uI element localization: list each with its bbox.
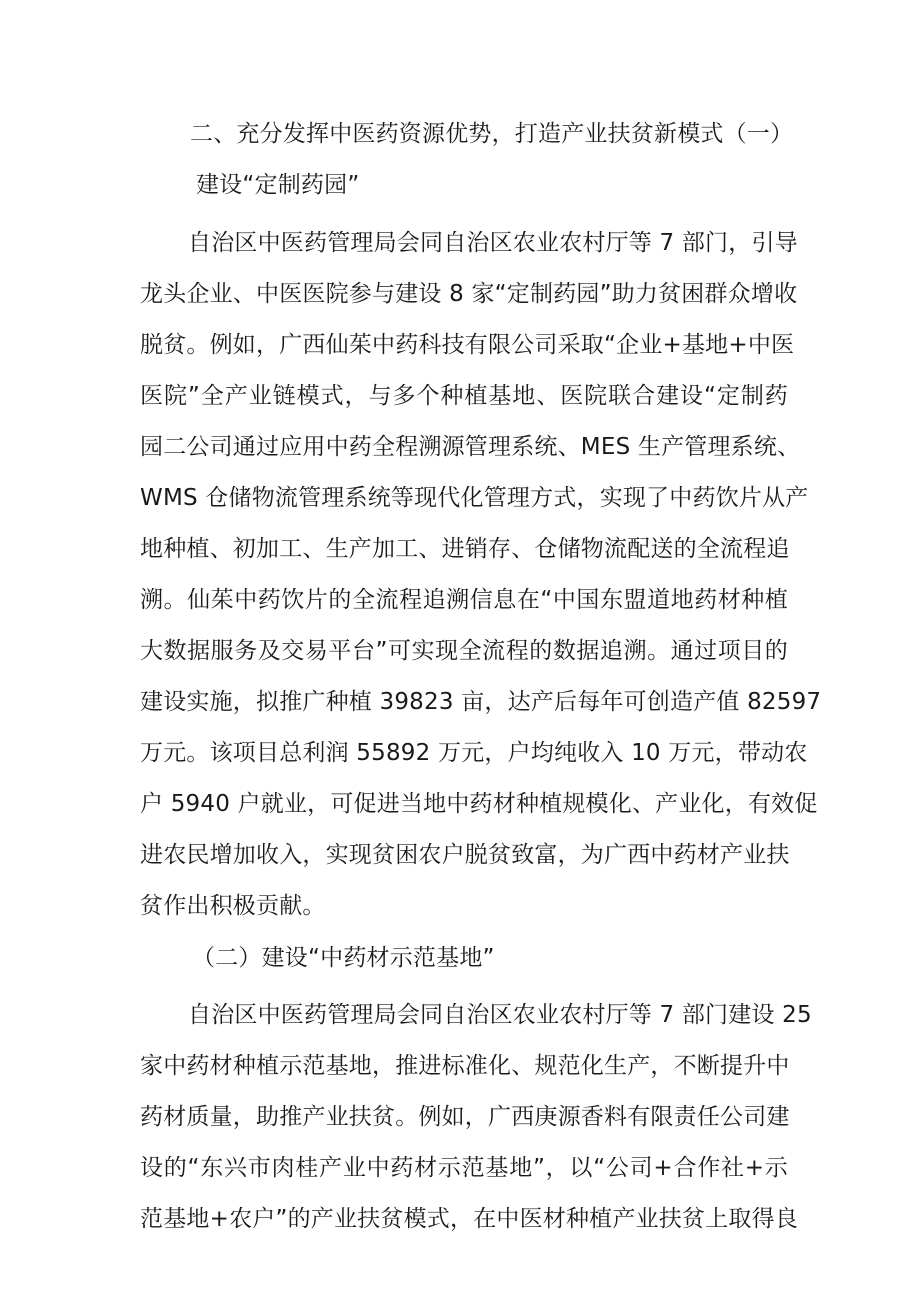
paragraph-1-line: 脱贫。例如，广西仙茱中药科技有限公司采取“企业+基地+中医 [140, 332, 795, 358]
paragraph-1-line: 医院”全产业链模式，与多个种植基地、医院联合建设“定制药 [140, 383, 788, 409]
paragraph-2-line: 家中药材种植示范基地，推进标准化、规范化生产，不断提升中 [140, 1053, 790, 1079]
subsection-heading: （二）建设“中药材示范基地” [192, 945, 495, 971]
section-heading-line-1: 二、充分发挥中医药资源优势，打造产业扶贫新模式（一） [190, 121, 794, 147]
paragraph-1-line: 地种植、初加工、生产加工、进销存、仓储物流配送的全流程追 [140, 536, 790, 562]
paragraph-1-line: 进农民增加收入，实现贫困农户脱贫致富，为广西中药材产业扶 [140, 842, 790, 868]
paragraph-1-line: 户 5940 户就业，可促进当地中药材种植规模化、产业化，有效促 [140, 791, 818, 817]
paragraph-1-line: 龙头企业、中医医院参与建设 8 家“定制药园”助力贫困群众增收 [140, 281, 798, 307]
paragraph-1-line: 贫作出积极贡献。 [140, 893, 326, 919]
paragraph-1-line: 园二公司通过应用中药全程溯源管理系统、MES 生产管理系统、 [140, 434, 801, 460]
section-heading-line-2: 建设“定制药园” [196, 172, 360, 198]
paragraph-2-line: 范基地+农户”的产业扶贫模式，在中医材种植产业扶贫上取得良 [140, 1206, 798, 1232]
paragraph-1-line: 大数据服务及交易平台”可实现全流程的数据追溯。通过项目的 [140, 638, 788, 664]
paragraph-2-line: 设的“东兴市肉桂产业中药材示范基地”，以“公司+合作社+示 [140, 1155, 788, 1181]
paragraph-1-line: WMS 仓储物流管理系统等现代化管理方式，实现了中药饮片从产 [140, 485, 809, 511]
paragraph-1-line: 自治区中医药管理局会同自治区农业农村厅等 7 部门，引导 [188, 230, 798, 256]
paragraph-1-line: 万元。该项目总利润 55892 万元，户均纯收入 10 万元，带动农 [140, 740, 808, 766]
paragraph-1-line: 溯。仙茱中药饮片的全流程追溯信息在“中国东盟道地药材种植 [140, 587, 788, 613]
paragraph-2-line: 自治区中医药管理局会同自治区农业农村厅等 7 部门建设 25 [188, 1002, 812, 1028]
paragraph-2-line: 药材质量，助推产业扶贫。例如，广西庚源香料有限责任公司建 [140, 1104, 790, 1130]
paragraph-1-line: 建设实施，拟推广种植 39823 亩，达产后每年可创造产值 82597 [140, 689, 822, 715]
